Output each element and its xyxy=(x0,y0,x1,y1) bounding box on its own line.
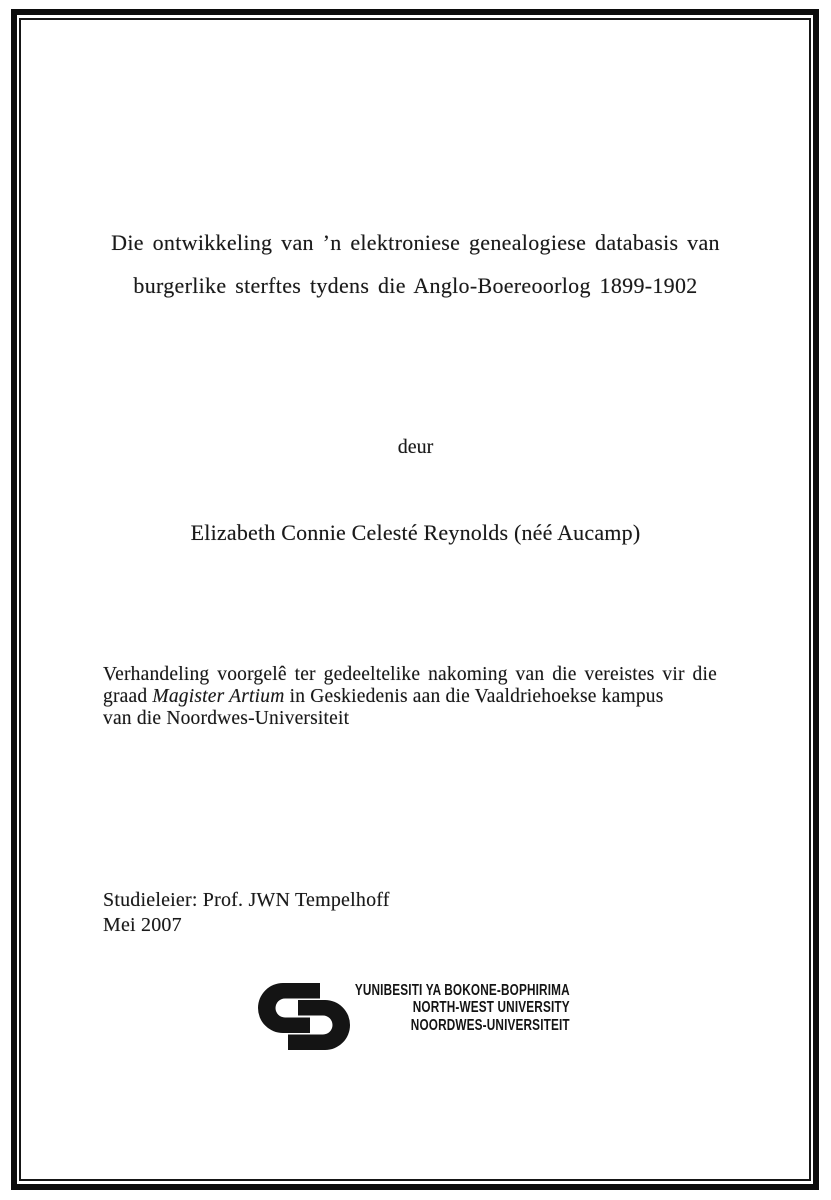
date-line: Mei 2007 xyxy=(103,913,182,936)
inner-border-frame xyxy=(19,18,811,1181)
supervisor-line: Studieleier: Prof. JWN Tempelhoff xyxy=(103,889,390,911)
degree-name: Magister Artium xyxy=(152,685,285,707)
byline-label: deur xyxy=(397,436,434,458)
page-title xyxy=(24,221,807,307)
logo-text-english: NORTH-WEST UNIVERSITY xyxy=(413,999,570,1017)
submission-line1: Verhandeling voorgelê ter gedeeltelike nakoming van die vereistes vir die xyxy=(103,664,717,685)
submission-line3: van die Noordwes-Universiteit xyxy=(103,707,350,729)
logo-text-afrikaans: NOORDWES-UNIVERSITEIT xyxy=(411,1016,570,1034)
page-title-line2: burgerlike sterftes tydens die Anglo-Boereoorlog 1899-1902 xyxy=(133,273,698,298)
supervisor-and-date xyxy=(103,888,390,937)
page-title-line1: Die ontwikkeling van ’n elektroniese genealogiese databasis van xyxy=(111,230,720,255)
submission-line2-suffix: in Geskiedenis aan die Vaaldriehoekse kampus xyxy=(284,685,664,707)
submission-statement xyxy=(103,664,748,730)
logo-text-setswana: YUNIBESITI YA BOKONE-BOPHIRIMA xyxy=(355,982,570,999)
author-name: Elizabeth Connie Celesté Reynolds (néé Aucamp) xyxy=(190,520,641,545)
submission-line2-prefix: graad xyxy=(103,685,153,707)
submission-line2 xyxy=(103,686,748,708)
